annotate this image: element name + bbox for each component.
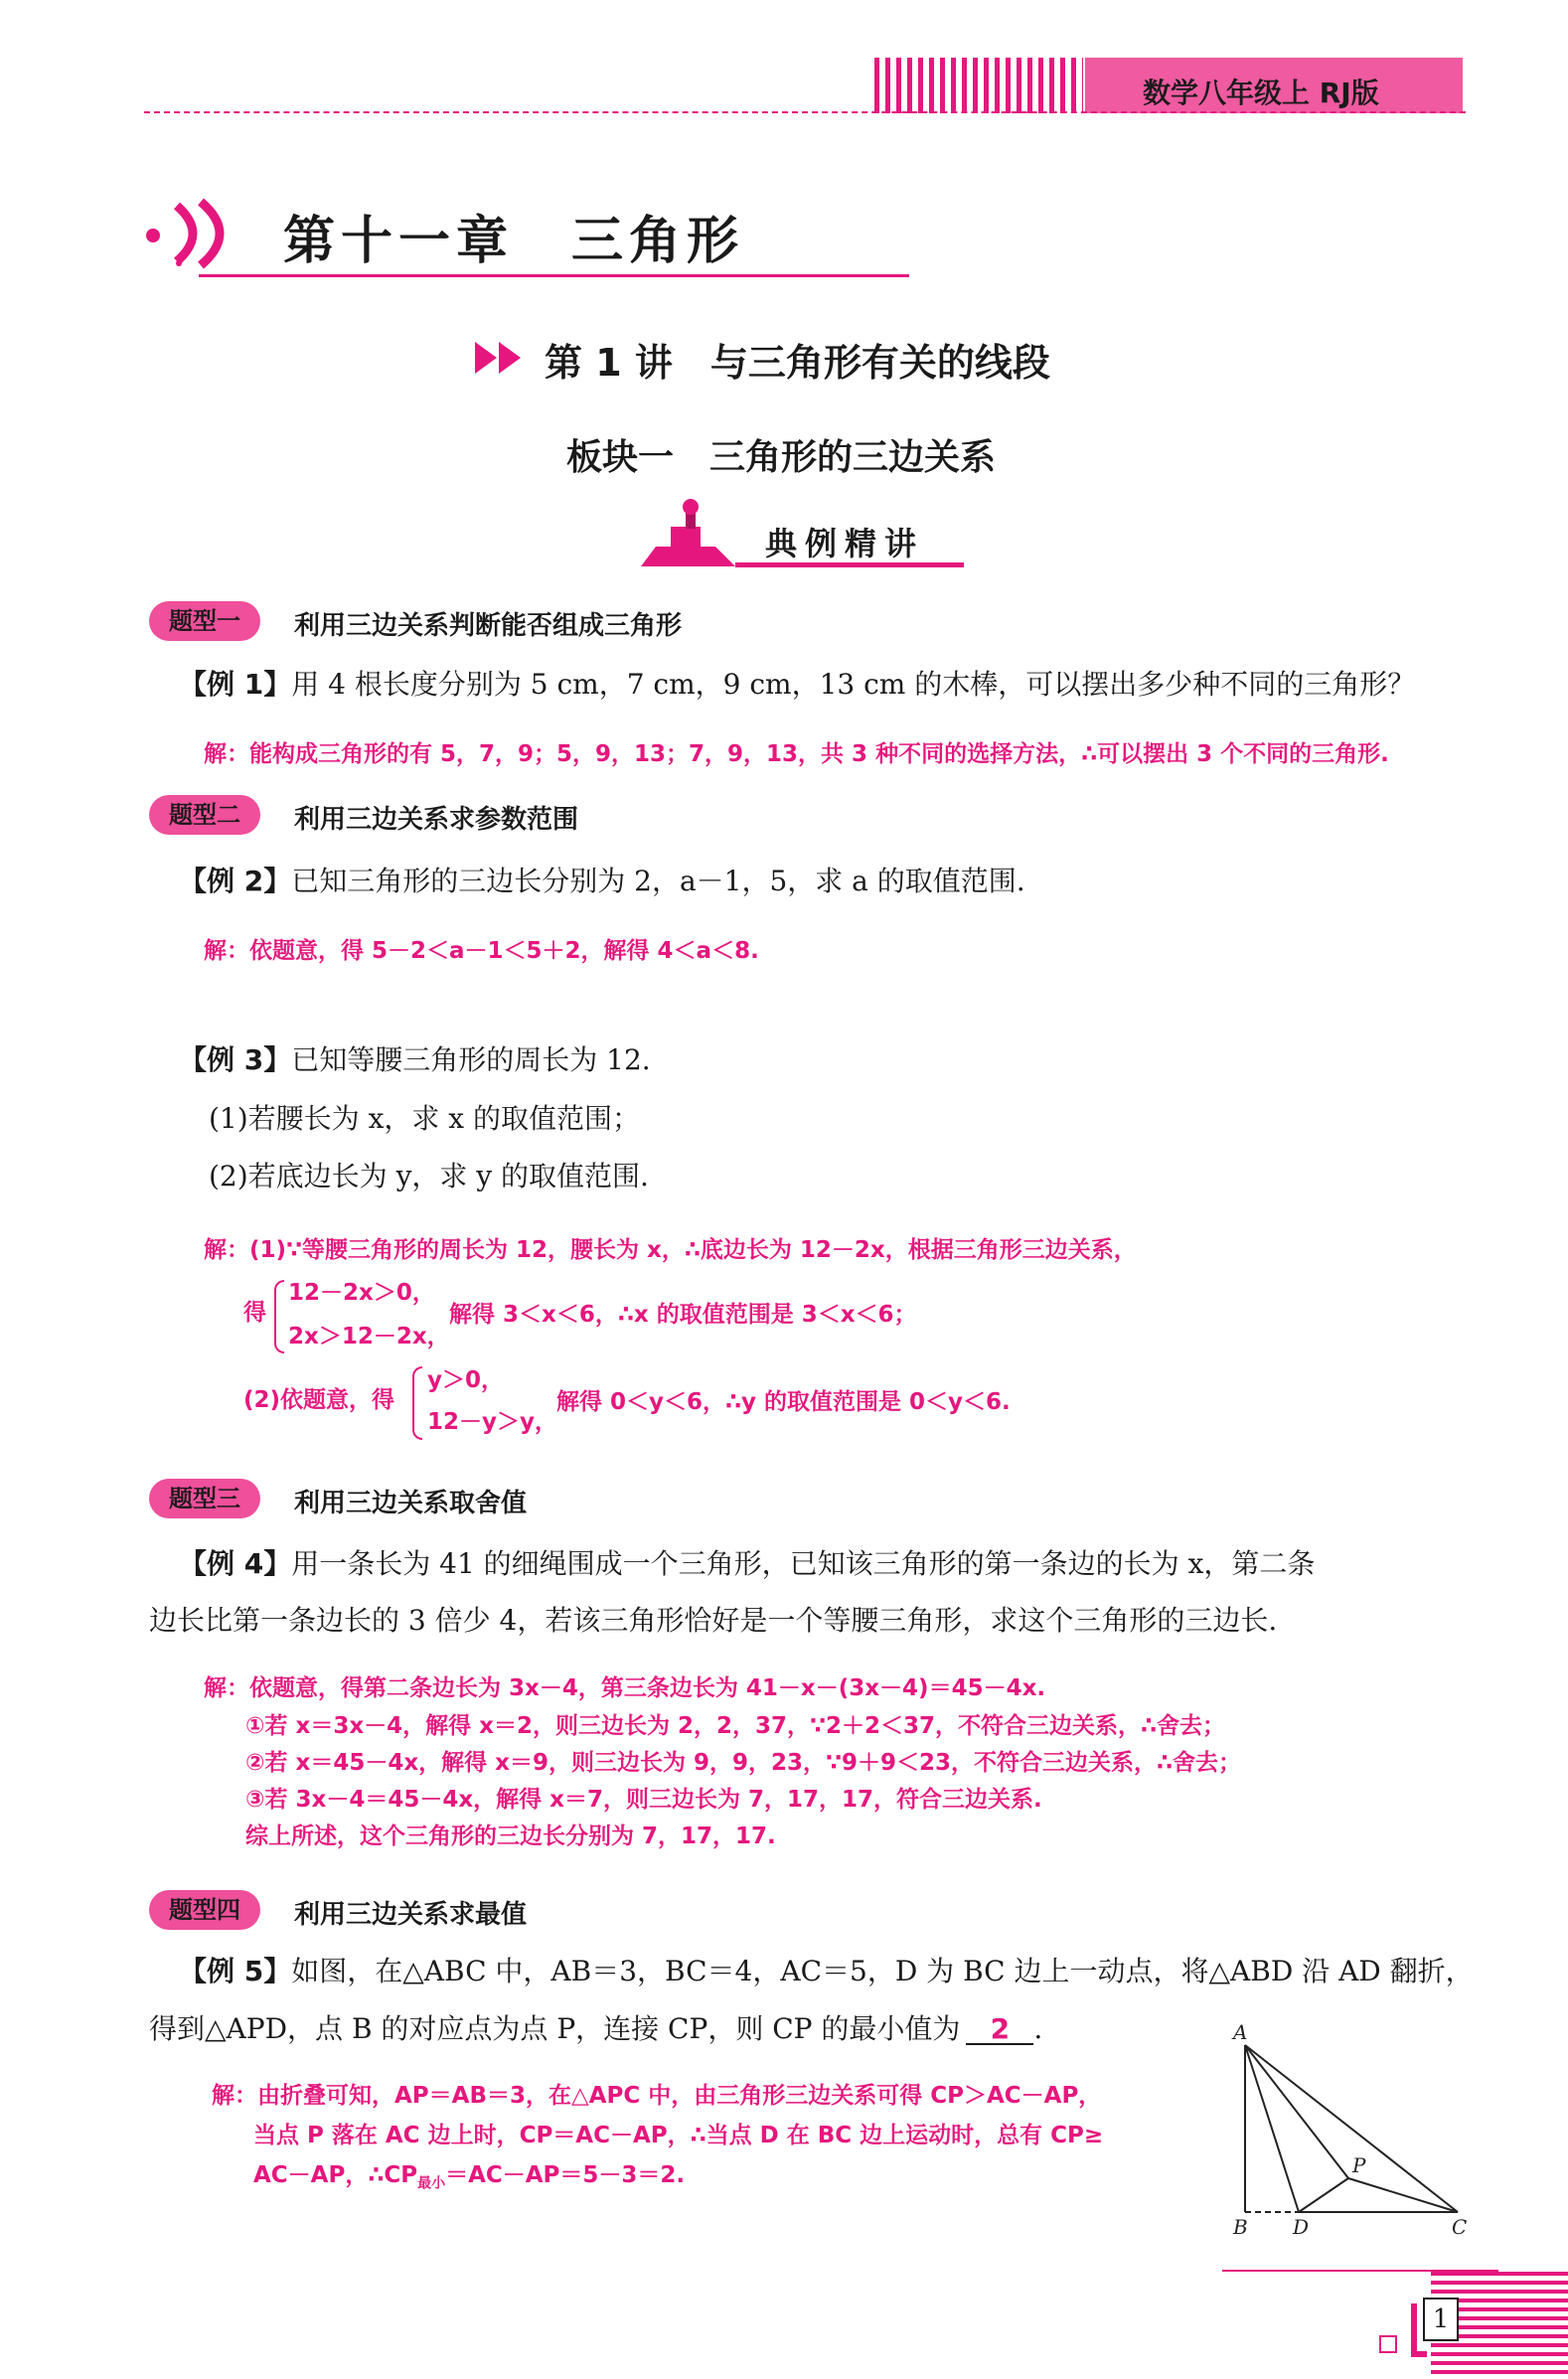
- example-5-solution-3: [253, 2164, 685, 2191]
- example-4-label: 【例 4】: [179, 1547, 292, 1580]
- type-title-4: 利用三边关系求最值: [294, 1900, 528, 1930]
- type-title-2: 利用三边关系求参数范围: [294, 805, 579, 835]
- example-3-solution-line3: 解得 0＜y＜6，∴y 的取值范围是 0＜y＜6.: [556, 1389, 1011, 1415]
- example-4-solution-2: ①若 x＝3x－4，解得 x＝2，则三边长为 2，2，37，∵2＋2＜37，不符合三边关系，∴舍去；: [245, 1713, 1226, 1739]
- chapter-underline: [199, 274, 909, 277]
- segment-pc: [1348, 2178, 1458, 2212]
- example-5-solution-3b: ＝AC－AP＝5－3＝2.: [445, 2162, 686, 2188]
- banner-label: 典例精讲: [765, 525, 925, 562]
- example-3-label: 【例 3】: [179, 1043, 292, 1076]
- point-label-d: D: [1293, 2215, 1310, 2236]
- example-4-solution-3: ②若 x＝45－4x，解得 x＝9，则三边长为 9，9，23，∵9＋9＜23，不符合三边关系，∴舍去；: [245, 1750, 1242, 1776]
- segment-ap: [1245, 2045, 1348, 2178]
- example-5-answer: 2: [990, 2012, 1011, 2045]
- type-tag-2: 题型二: [149, 795, 260, 835]
- example-3-solution-de: 得: [243, 1300, 266, 1326]
- example-5-end: .: [1033, 2012, 1043, 2045]
- example-5-label: 【例 5】: [179, 1955, 292, 1987]
- system-brace-2: [412, 1366, 422, 1440]
- example-5: [179, 1955, 1474, 1987]
- chapter-title: 第十一章 三角形: [283, 211, 745, 271]
- example-1-solution: 解：能构成三角形的有 5，7，9；5，9，13；7，9，13，共 3 种不同的选择方法，∴可以摆出 3 个不同的三角形.: [204, 741, 1389, 767]
- point-label-a: A: [1233, 2020, 1248, 2044]
- point-label-b: B: [1233, 2215, 1248, 2236]
- page-number: 1: [1432, 2304, 1450, 2334]
- example-3-system2-b: 12－y＞y，: [427, 1409, 557, 1435]
- type-tag-4: 题型四: [149, 1890, 260, 1930]
- example-5-solution-3a: AC－AP，∴CP: [253, 2162, 418, 2188]
- example-3: [179, 1043, 651, 1076]
- example-4-text2: 边长比第一条边长的 3 倍少 4，若该三角形恰好是一个等腰三角形，求这个三角形的三边长.: [149, 1604, 1278, 1637]
- example-1-text: 用 4 根长度分别为 5 cm，7 cm，9 cm，13 cm 的木棒，可以摆出多少种不同的三角形？: [291, 668, 1416, 701]
- banner-lamp-icon: [636, 497, 745, 576]
- example-2: [179, 865, 1025, 897]
- section-title: 板块一 三角形的三边关系: [566, 436, 997, 478]
- example-4-solution-1: 解：依题意，得第二条边长为 3x－4，第三条边长为 41－x－(3x－4)＝45－4x.: [204, 1675, 1046, 1701]
- example-3-system1-b: 2x＞12－2x，: [288, 1324, 450, 1349]
- example-3-sub1: (1)若腰长为 x，求 x 的取值范围；: [209, 1102, 640, 1135]
- example-4-solution-4: ③若 3x－4＝45－4x，解得 x＝7，则三边长为 7，17，17，符合三边关系.: [245, 1787, 1042, 1813]
- example-5-solution-1: 解：由折叠可知，AP＝AB＝3，在△APC 中，由三角形三边关系可得 CP＞AC－AP，: [212, 2083, 1102, 2109]
- example-1: [179, 668, 1416, 701]
- type-title-3: 利用三边关系取舍值: [294, 1489, 528, 1518]
- example-2-solution: 解：依题意，得 5－2＜a－1＜5＋2，解得 4＜a＜8.: [204, 938, 759, 964]
- point-label-c: C: [1452, 2215, 1468, 2236]
- system-brace-1: [274, 1280, 284, 1353]
- example-5-answer-blank: [966, 2012, 1033, 2045]
- example-3-solution-line2: 解得 3＜x＜6，∴x 的取值范围是 3＜x＜6；: [449, 1302, 917, 1328]
- example-3-text: 已知等腰三角形的周长为 12.: [291, 1043, 651, 1076]
- chapter-chevron-icon: [139, 194, 248, 273]
- example-4-text1: 用一条长为 41 的细绳围成一个三角形，已知该三角形的第一条边的长为 x，第二条: [291, 1547, 1316, 1580]
- example-3-solution-part2: (2)依题意，得: [243, 1387, 395, 1413]
- example-5-text1: 如图，在△ABC 中，AB＝3，BC＝4，AC＝5，D 为 BC 边上一动点，将△ABD 沿 AD 翻折，: [291, 1955, 1474, 1987]
- example-5-text2: 得到△APD，点 B 的对应点为点 P，连接 CP，则 CP 的最小值为: [149, 2012, 961, 2045]
- triangle-figure: [1217, 2017, 1486, 2236]
- example-5-solution-2: 当点 P 落在 AC 边上时，CP＝AC－AP，∴当点 D 在 BC 边上运动时，总有 CP≥: [253, 2123, 1104, 2148]
- segment-ad: [1245, 2045, 1299, 2212]
- header-stripes: [874, 58, 1083, 113]
- lecture-arrow-icon: [475, 338, 535, 378]
- header-rule: [144, 111, 1466, 113]
- header-book-label: 数学八年级上 RJ版: [1143, 77, 1379, 109]
- example-2-label: 【例 2】: [179, 865, 292, 897]
- type-tag-3: 题型三: [149, 1479, 260, 1518]
- example-2-text: 已知三角形的三边长分别为 2，a－1，5，求 a 的取值范围.: [291, 865, 1025, 897]
- example-3-system2-a: y＞0，: [427, 1367, 504, 1393]
- point-label-p: P: [1352, 2153, 1366, 2177]
- type-tag-1: 题型一: [149, 601, 260, 641]
- type-title-1: 利用三边关系判断能否组成三角形: [294, 611, 683, 641]
- example-3-solution-line1: 解：(1)∵等腰三角形的周长为 12，腰长为 x，∴底边长为 12－2x，根据三角形三边关系，: [204, 1237, 1137, 1263]
- page-number-box: [1423, 2298, 1459, 2341]
- footer-square-icon: [1379, 2335, 1397, 2353]
- example-1-label: 【例 1】: [179, 668, 292, 701]
- example-3-sub2: (2)若底边长为 y，求 y 的取值范围.: [209, 1160, 649, 1192]
- example-4-solution-5: 综上所述，这个三角形的三边长分别为 7，17，17.: [245, 1824, 776, 1849]
- example-4: [179, 1547, 1316, 1580]
- segment-ac: [1245, 2045, 1458, 2212]
- lecture-title: 第 1 讲 与三角形有关的线段: [545, 341, 1050, 385]
- example-5-solution-3-sub: 最小: [417, 2175, 446, 2192]
- example-5-text2-row: [149, 2012, 1043, 2045]
- segment-pd: [1299, 2178, 1348, 2212]
- example-3-system1-a: 12－2x＞0，: [288, 1280, 435, 1306]
